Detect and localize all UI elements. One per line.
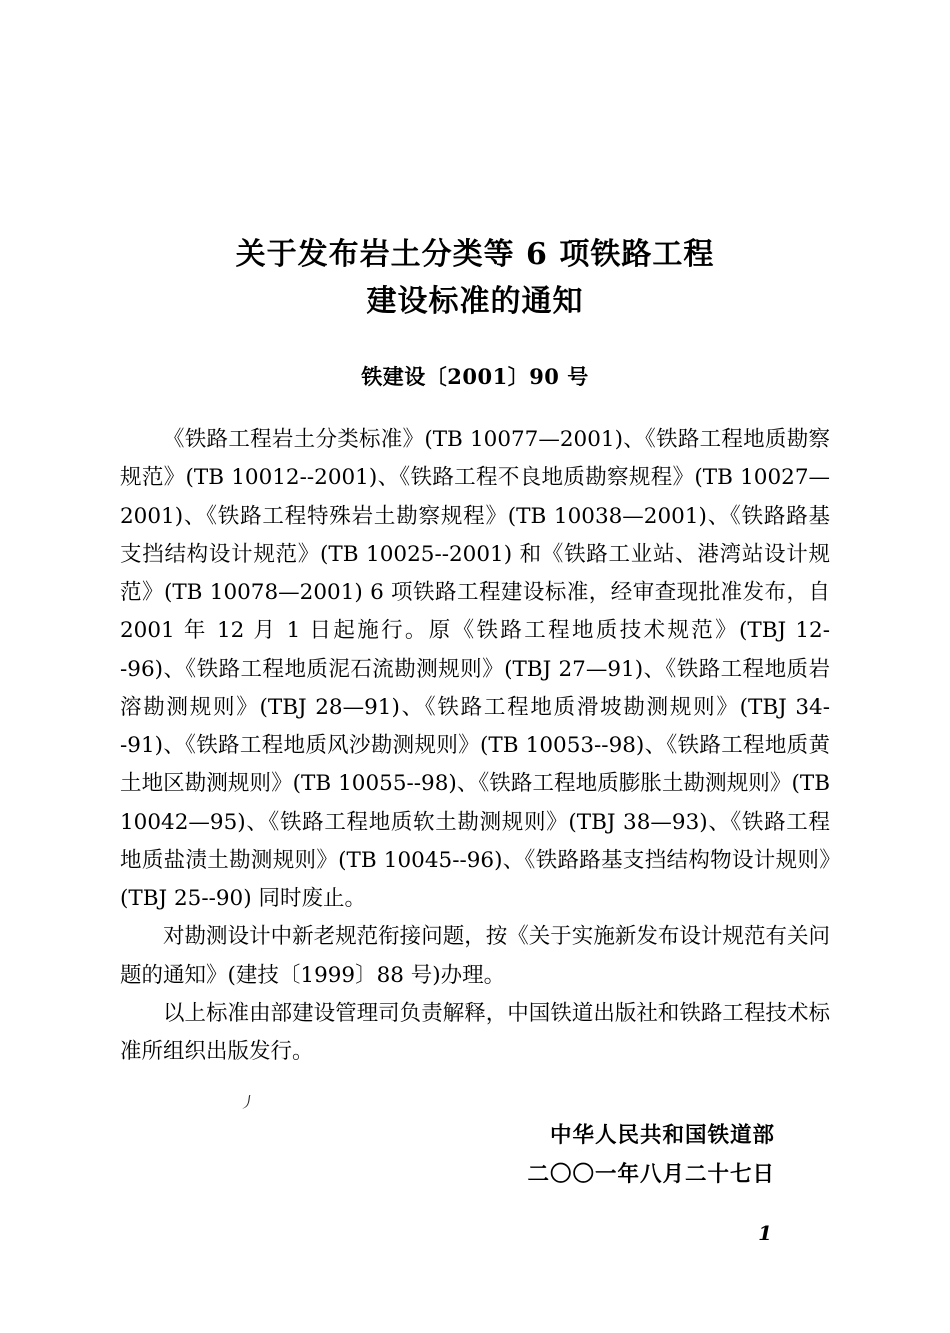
page-number: 1 xyxy=(758,1221,772,1245)
stray-pen-mark: 丿 xyxy=(238,1091,258,1114)
signature-organization: 中华人民共和国铁道部 xyxy=(549,1122,775,1148)
document-content xyxy=(120,232,830,1195)
title-line-1: 关于发布岩土分类等 6 项铁路工程 xyxy=(235,237,715,272)
document-number: 铁建设〔2001〕90 号 xyxy=(361,364,589,389)
paragraph-1: 《铁路工程岩土分类标准》(TB 10077—2001)、《铁路工程地质勘察规范》(TB 10012--2001)、《铁路工程不良地质勘察规程》(TB 10027—2001)、《铁路工程特殊岩土勘察规程》(TB 10038—2001)、《铁路路基支挡结构设计规范》(TB 10025--2001) 和《铁路工业站、港湾站设计规范》(TB 10078—2001) 6 项铁路工程建设标准，经审查现批准发布，自 2001 年 12 月 1 日起施行。原《铁路工程地质技术规范》(TBJ 12--96)、《铁路工程地质泥石流勘测规则》(TBJ 27—91)、《铁路工程地质岩溶勘测规则》(TBJ 28—91)、《铁路工程地质滑坡勘测规则》(TBJ 34--91)、《铁路工程地质风沙勘测规则》(TB 10053--98)、《铁路工程地质黄土地区勘测规则》(TB 10055--98)、《铁路工程地质膨胀土勘测规则》(TB 10042—95)、《铁路工程地质软土勘测规则》(TBJ 38—93)、《铁路工程地质盐渍土勘测规则》(TB 10045--96)、《铁路路基支挡结构物设计规则》(TBJ 25--90) 同时废止。 xyxy=(120,427,830,912)
paragraph-3: 以上标准由部建设管理司负责解释，中国铁道出版社和铁路工程技术标准所组织出版发行。 xyxy=(120,1000,830,1065)
signature-block xyxy=(120,1116,830,1196)
page-title xyxy=(120,232,830,325)
document-body xyxy=(120,421,830,1072)
signature-date: 二〇〇一年八月二十七日 xyxy=(527,1162,775,1188)
paragraph-2: 对勘测设计中新老规范衔接问题，按《关于实施新发布设计规范有关问题的通知》(建技〔1999〕88 号)办理。 xyxy=(120,924,830,988)
title-line-2: 建设标准的通知 xyxy=(366,283,584,319)
